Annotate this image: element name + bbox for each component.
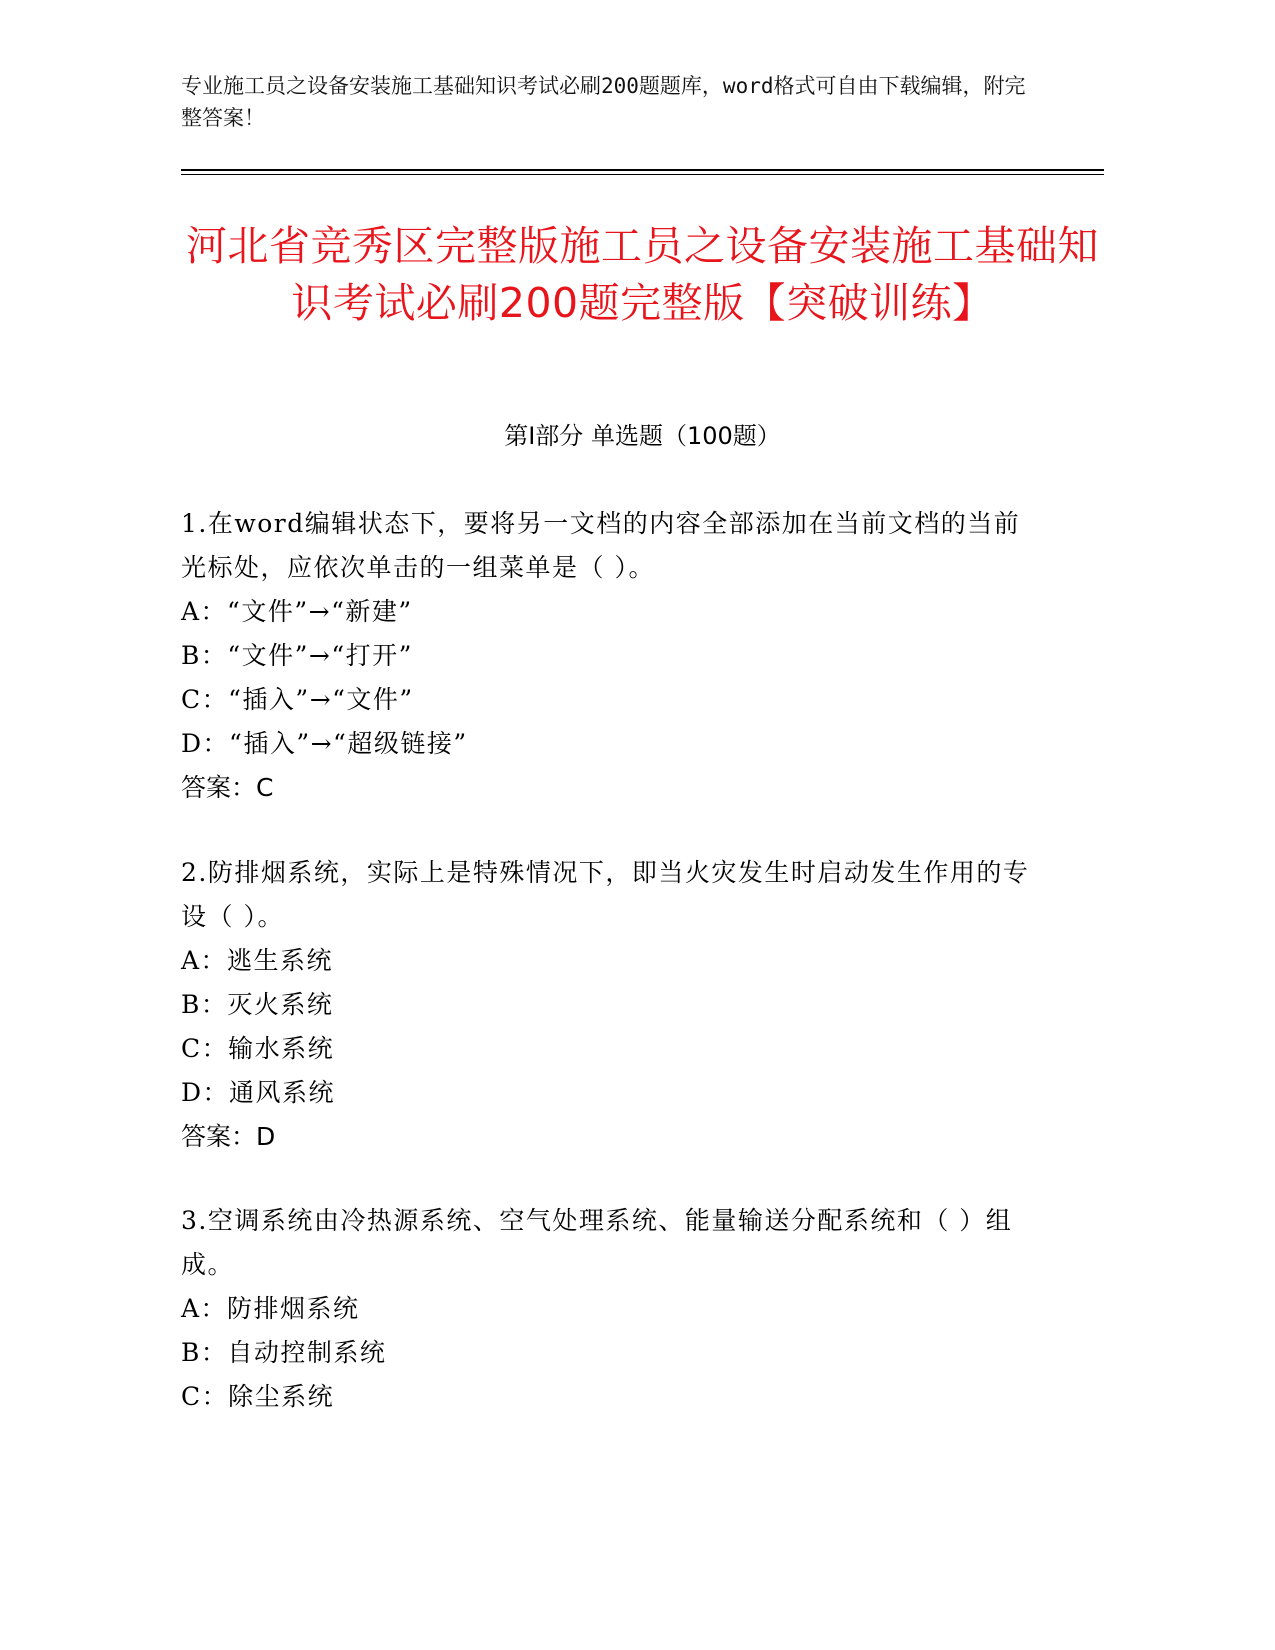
- option-a: A：逃生系统: [181, 946, 334, 975]
- header-rule-thin: [181, 174, 1104, 175]
- option-b: B：自动控制系统: [181, 1338, 387, 1367]
- option-d: D：通风系统: [181, 1078, 336, 1107]
- header-note: 专业施工员之设备安装施工基础知识考试必刷200题题库，word格式可自由下载编辑，附完整答案！: [181, 74, 1026, 130]
- question-stem: 2.防排烟系统，实际上是特殊情况下，即当火灾发生时启动发生作用的专设（ ）。: [181, 858, 1030, 931]
- question-1: [181, 502, 1041, 810]
- section-title: 第Ⅰ部分 单选题（100题）: [504, 422, 781, 450]
- option-d: D：“插入”→“超级链接”: [181, 729, 468, 758]
- answer: 答案：C: [181, 773, 274, 802]
- question-stem: 1.在word编辑状态下，要将另一文档的内容全部添加在当前文档的当前光标处，应依次单击的一组菜单是（ ）。: [181, 509, 1021, 582]
- question-2: [181, 851, 1041, 1159]
- answer: 答案：D: [181, 1122, 276, 1151]
- option-c: C：“插入”→“文件”: [181, 685, 414, 714]
- option-a: A：“文件”→“新建”: [181, 597, 413, 626]
- option-c: C：输水系统: [181, 1034, 335, 1063]
- header-rule-thick: [181, 169, 1104, 171]
- question-3: [181, 1199, 1041, 1419]
- option-a: A：防排烟系统: [181, 1294, 360, 1323]
- option-b: B：“文件”→“打开”: [181, 641, 413, 670]
- option-c: C：除尘系统: [181, 1382, 335, 1411]
- document-title: 河北省竞秀区完整版施工员之设备安装施工基础知识考试必刷200题完整版【突破训练】: [186, 222, 1099, 327]
- option-b: B：灭火系统: [181, 990, 334, 1019]
- question-stem: 3.空调系统由冷热源系统、空气处理系统、能量输送分配系统和（ ）组成。: [181, 1206, 1013, 1279]
